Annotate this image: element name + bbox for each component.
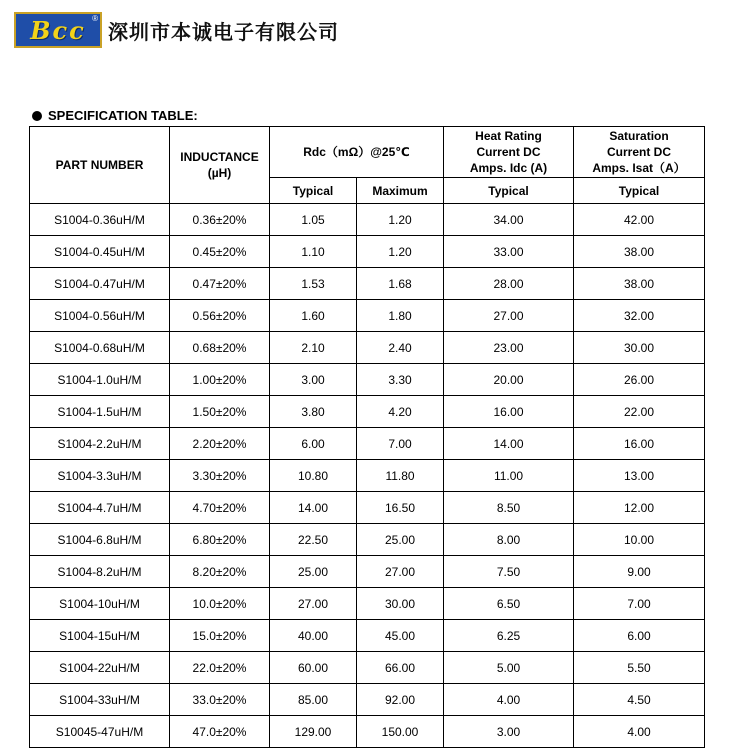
cell-idc: 27.00 xyxy=(444,300,574,332)
cell-inductance: 10.0±20% xyxy=(170,588,270,620)
header-inductance-line1: INDUCTANCE xyxy=(180,150,259,164)
cell-rdc-typical: 27.00 xyxy=(270,588,357,620)
cell-isat: 42.00 xyxy=(574,204,705,236)
cell-part-number: S1004-6.8uH/M xyxy=(30,524,170,556)
cell-rdc-maximum: 45.00 xyxy=(357,620,444,652)
cell-part-number: S1004-22uH/M xyxy=(30,652,170,684)
cell-isat: 22.00 xyxy=(574,396,705,428)
cell-rdc-maximum: 1.20 xyxy=(357,204,444,236)
cell-inductance: 2.20±20% xyxy=(170,428,270,460)
cell-idc: 8.50 xyxy=(444,492,574,524)
cell-rdc-maximum: 25.00 xyxy=(357,524,444,556)
header-rdc: Rdc（mΩ）@25℃ xyxy=(270,127,444,178)
header-heat-rating xyxy=(444,127,574,178)
cell-part-number: S1004-0.68uH/M xyxy=(30,332,170,364)
cell-rdc-maximum: 30.00 xyxy=(357,588,444,620)
cell-idc: 8.00 xyxy=(444,524,574,556)
cell-rdc-maximum: 16.50 xyxy=(357,492,444,524)
cell-rdc-maximum: 92.00 xyxy=(357,684,444,716)
company-logo xyxy=(14,12,102,48)
cell-idc: 6.25 xyxy=(444,620,574,652)
cell-part-number: S1004-1.5uH/M xyxy=(30,396,170,428)
page-header xyxy=(14,10,714,50)
cell-isat: 5.50 xyxy=(574,652,705,684)
table-header-row xyxy=(30,127,705,178)
cell-part-number: S1004-15uH/M xyxy=(30,620,170,652)
cell-part-number: S1004-4.7uH/M xyxy=(30,492,170,524)
header-heat-line2: Current DC xyxy=(476,145,541,159)
cell-rdc-maximum: 3.30 xyxy=(357,364,444,396)
cell-idc: 23.00 xyxy=(444,332,574,364)
cell-part-number: S1004-1.0uH/M xyxy=(30,364,170,396)
cell-rdc-typical: 6.00 xyxy=(270,428,357,460)
cell-idc: 11.00 xyxy=(444,460,574,492)
company-name: 深圳市本诚电子有限公司 xyxy=(108,20,339,44)
cell-isat: 26.00 xyxy=(574,364,705,396)
cell-inductance: 0.45±20% xyxy=(170,236,270,268)
cell-inductance: 0.47±20% xyxy=(170,268,270,300)
cell-rdc-typical: 129.00 xyxy=(270,716,357,748)
cell-rdc-maximum: 1.80 xyxy=(357,300,444,332)
header-idc-typical: Typical xyxy=(444,178,574,204)
header-inductance xyxy=(170,127,270,204)
table-row xyxy=(30,524,705,556)
cell-idc: 28.00 xyxy=(444,268,574,300)
header-rdc-typical: Typical xyxy=(270,178,357,204)
cell-idc: 14.00 xyxy=(444,428,574,460)
cell-rdc-typical: 60.00 xyxy=(270,652,357,684)
table-row xyxy=(30,588,705,620)
table-row xyxy=(30,268,705,300)
cell-idc: 3.00 xyxy=(444,716,574,748)
cell-isat: 30.00 xyxy=(574,332,705,364)
cell-isat: 4.50 xyxy=(574,684,705,716)
header-saturation xyxy=(574,127,705,178)
header-rdc-maximum: Maximum xyxy=(357,178,444,204)
cell-rdc-maximum: 27.00 xyxy=(357,556,444,588)
table-row xyxy=(30,300,705,332)
cell-rdc-typical: 22.50 xyxy=(270,524,357,556)
cell-part-number: S1004-3.3uH/M xyxy=(30,460,170,492)
cell-rdc-typical: 3.00 xyxy=(270,364,357,396)
table-body xyxy=(30,204,705,748)
cell-isat: 38.00 xyxy=(574,236,705,268)
cell-rdc-maximum: 7.00 xyxy=(357,428,444,460)
cell-rdc-maximum: 150.00 xyxy=(357,716,444,748)
cell-idc: 33.00 xyxy=(444,236,574,268)
cell-inductance: 4.70±20% xyxy=(170,492,270,524)
table-row xyxy=(30,236,705,268)
cell-inductance: 0.36±20% xyxy=(170,204,270,236)
cell-rdc-typical: 25.00 xyxy=(270,556,357,588)
cell-inductance: 1.00±20% xyxy=(170,364,270,396)
table-row xyxy=(30,652,705,684)
cell-isat: 16.00 xyxy=(574,428,705,460)
cell-isat: 4.00 xyxy=(574,716,705,748)
cell-rdc-maximum: 66.00 xyxy=(357,652,444,684)
cell-rdc-typical: 10.80 xyxy=(270,460,357,492)
cell-inductance: 33.0±20% xyxy=(170,684,270,716)
cell-part-number: S1004-8.2uH/M xyxy=(30,556,170,588)
cell-idc: 6.50 xyxy=(444,588,574,620)
cell-rdc-typical: 1.53 xyxy=(270,268,357,300)
cell-part-number: S1004-10uH/M xyxy=(30,588,170,620)
cell-isat: 6.00 xyxy=(574,620,705,652)
cell-part-number: S10045-47uH/M xyxy=(30,716,170,748)
cell-rdc-maximum: 2.40 xyxy=(357,332,444,364)
cell-idc: 16.00 xyxy=(444,396,574,428)
cell-inductance: 6.80±20% xyxy=(170,524,270,556)
logo-text: Bcc xyxy=(30,15,86,45)
cell-part-number: S1004-33uH/M xyxy=(30,684,170,716)
table-row xyxy=(30,684,705,716)
cell-isat: 12.00 xyxy=(574,492,705,524)
cell-rdc-maximum: 4.20 xyxy=(357,396,444,428)
cell-isat: 9.00 xyxy=(574,556,705,588)
cell-rdc-typical: 85.00 xyxy=(270,684,357,716)
cell-isat: 7.00 xyxy=(574,588,705,620)
table-row xyxy=(30,556,705,588)
cell-rdc-maximum: 11.80 xyxy=(357,460,444,492)
cell-isat: 13.00 xyxy=(574,460,705,492)
cell-isat: 32.00 xyxy=(574,300,705,332)
table-row xyxy=(30,364,705,396)
table-row xyxy=(30,716,705,748)
cell-inductance: 15.0±20% xyxy=(170,620,270,652)
header-sat-line3: Amps. Isat（A） xyxy=(592,161,686,175)
section-title xyxy=(32,108,198,123)
registered-mark: ® xyxy=(92,14,98,23)
header-heat-line1: Heat Rating xyxy=(475,129,542,143)
cell-part-number: S1004-0.45uH/M xyxy=(30,236,170,268)
bullet-icon xyxy=(32,111,42,121)
cell-idc: 5.00 xyxy=(444,652,574,684)
cell-inductance: 47.0±20% xyxy=(170,716,270,748)
cell-idc: 4.00 xyxy=(444,684,574,716)
cell-rdc-maximum: 1.20 xyxy=(357,236,444,268)
header-sat-line1: Saturation xyxy=(609,129,669,143)
cell-rdc-typical: 14.00 xyxy=(270,492,357,524)
cell-rdc-typical: 1.05 xyxy=(270,204,357,236)
cell-inductance: 0.56±20% xyxy=(170,300,270,332)
header-part-number: PART NUMBER xyxy=(30,127,170,204)
header-heat-line3: Amps. Idc (A) xyxy=(469,161,548,175)
cell-rdc-typical: 2.10 xyxy=(270,332,357,364)
cell-part-number: S1004-0.36uH/M xyxy=(30,204,170,236)
cell-part-number: S1004-0.56uH/M xyxy=(30,300,170,332)
cell-rdc-typical: 3.80 xyxy=(270,396,357,428)
table-row xyxy=(30,332,705,364)
cell-idc: 34.00 xyxy=(444,204,574,236)
cell-inductance: 0.68±20% xyxy=(170,332,270,364)
cell-inductance: 1.50±20% xyxy=(170,396,270,428)
table-row xyxy=(30,204,705,236)
table-row xyxy=(30,460,705,492)
header-sat-line2: Current DC xyxy=(607,145,672,159)
table-row xyxy=(30,428,705,460)
cell-idc: 20.00 xyxy=(444,364,574,396)
cell-rdc-typical: 1.10 xyxy=(270,236,357,268)
specification-table xyxy=(29,126,705,748)
cell-rdc-typical: 40.00 xyxy=(270,620,357,652)
header-inductance-line2: (µH) xyxy=(207,166,232,180)
table-row xyxy=(30,620,705,652)
cell-isat: 38.00 xyxy=(574,268,705,300)
cell-idc: 7.50 xyxy=(444,556,574,588)
cell-isat: 10.00 xyxy=(574,524,705,556)
table-row xyxy=(30,396,705,428)
header-isat-typical: Typical xyxy=(574,178,705,204)
cell-part-number: S1004-0.47uH/M xyxy=(30,268,170,300)
cell-inductance: 22.0±20% xyxy=(170,652,270,684)
section-title-text: SPECIFICATION TABLE: xyxy=(48,108,198,123)
cell-inductance: 3.30±20% xyxy=(170,460,270,492)
cell-rdc-typical: 1.60 xyxy=(270,300,357,332)
table-row xyxy=(30,492,705,524)
cell-part-number: S1004-2.2uH/M xyxy=(30,428,170,460)
cell-inductance: 8.20±20% xyxy=(170,556,270,588)
cell-rdc-maximum: 1.68 xyxy=(357,268,444,300)
